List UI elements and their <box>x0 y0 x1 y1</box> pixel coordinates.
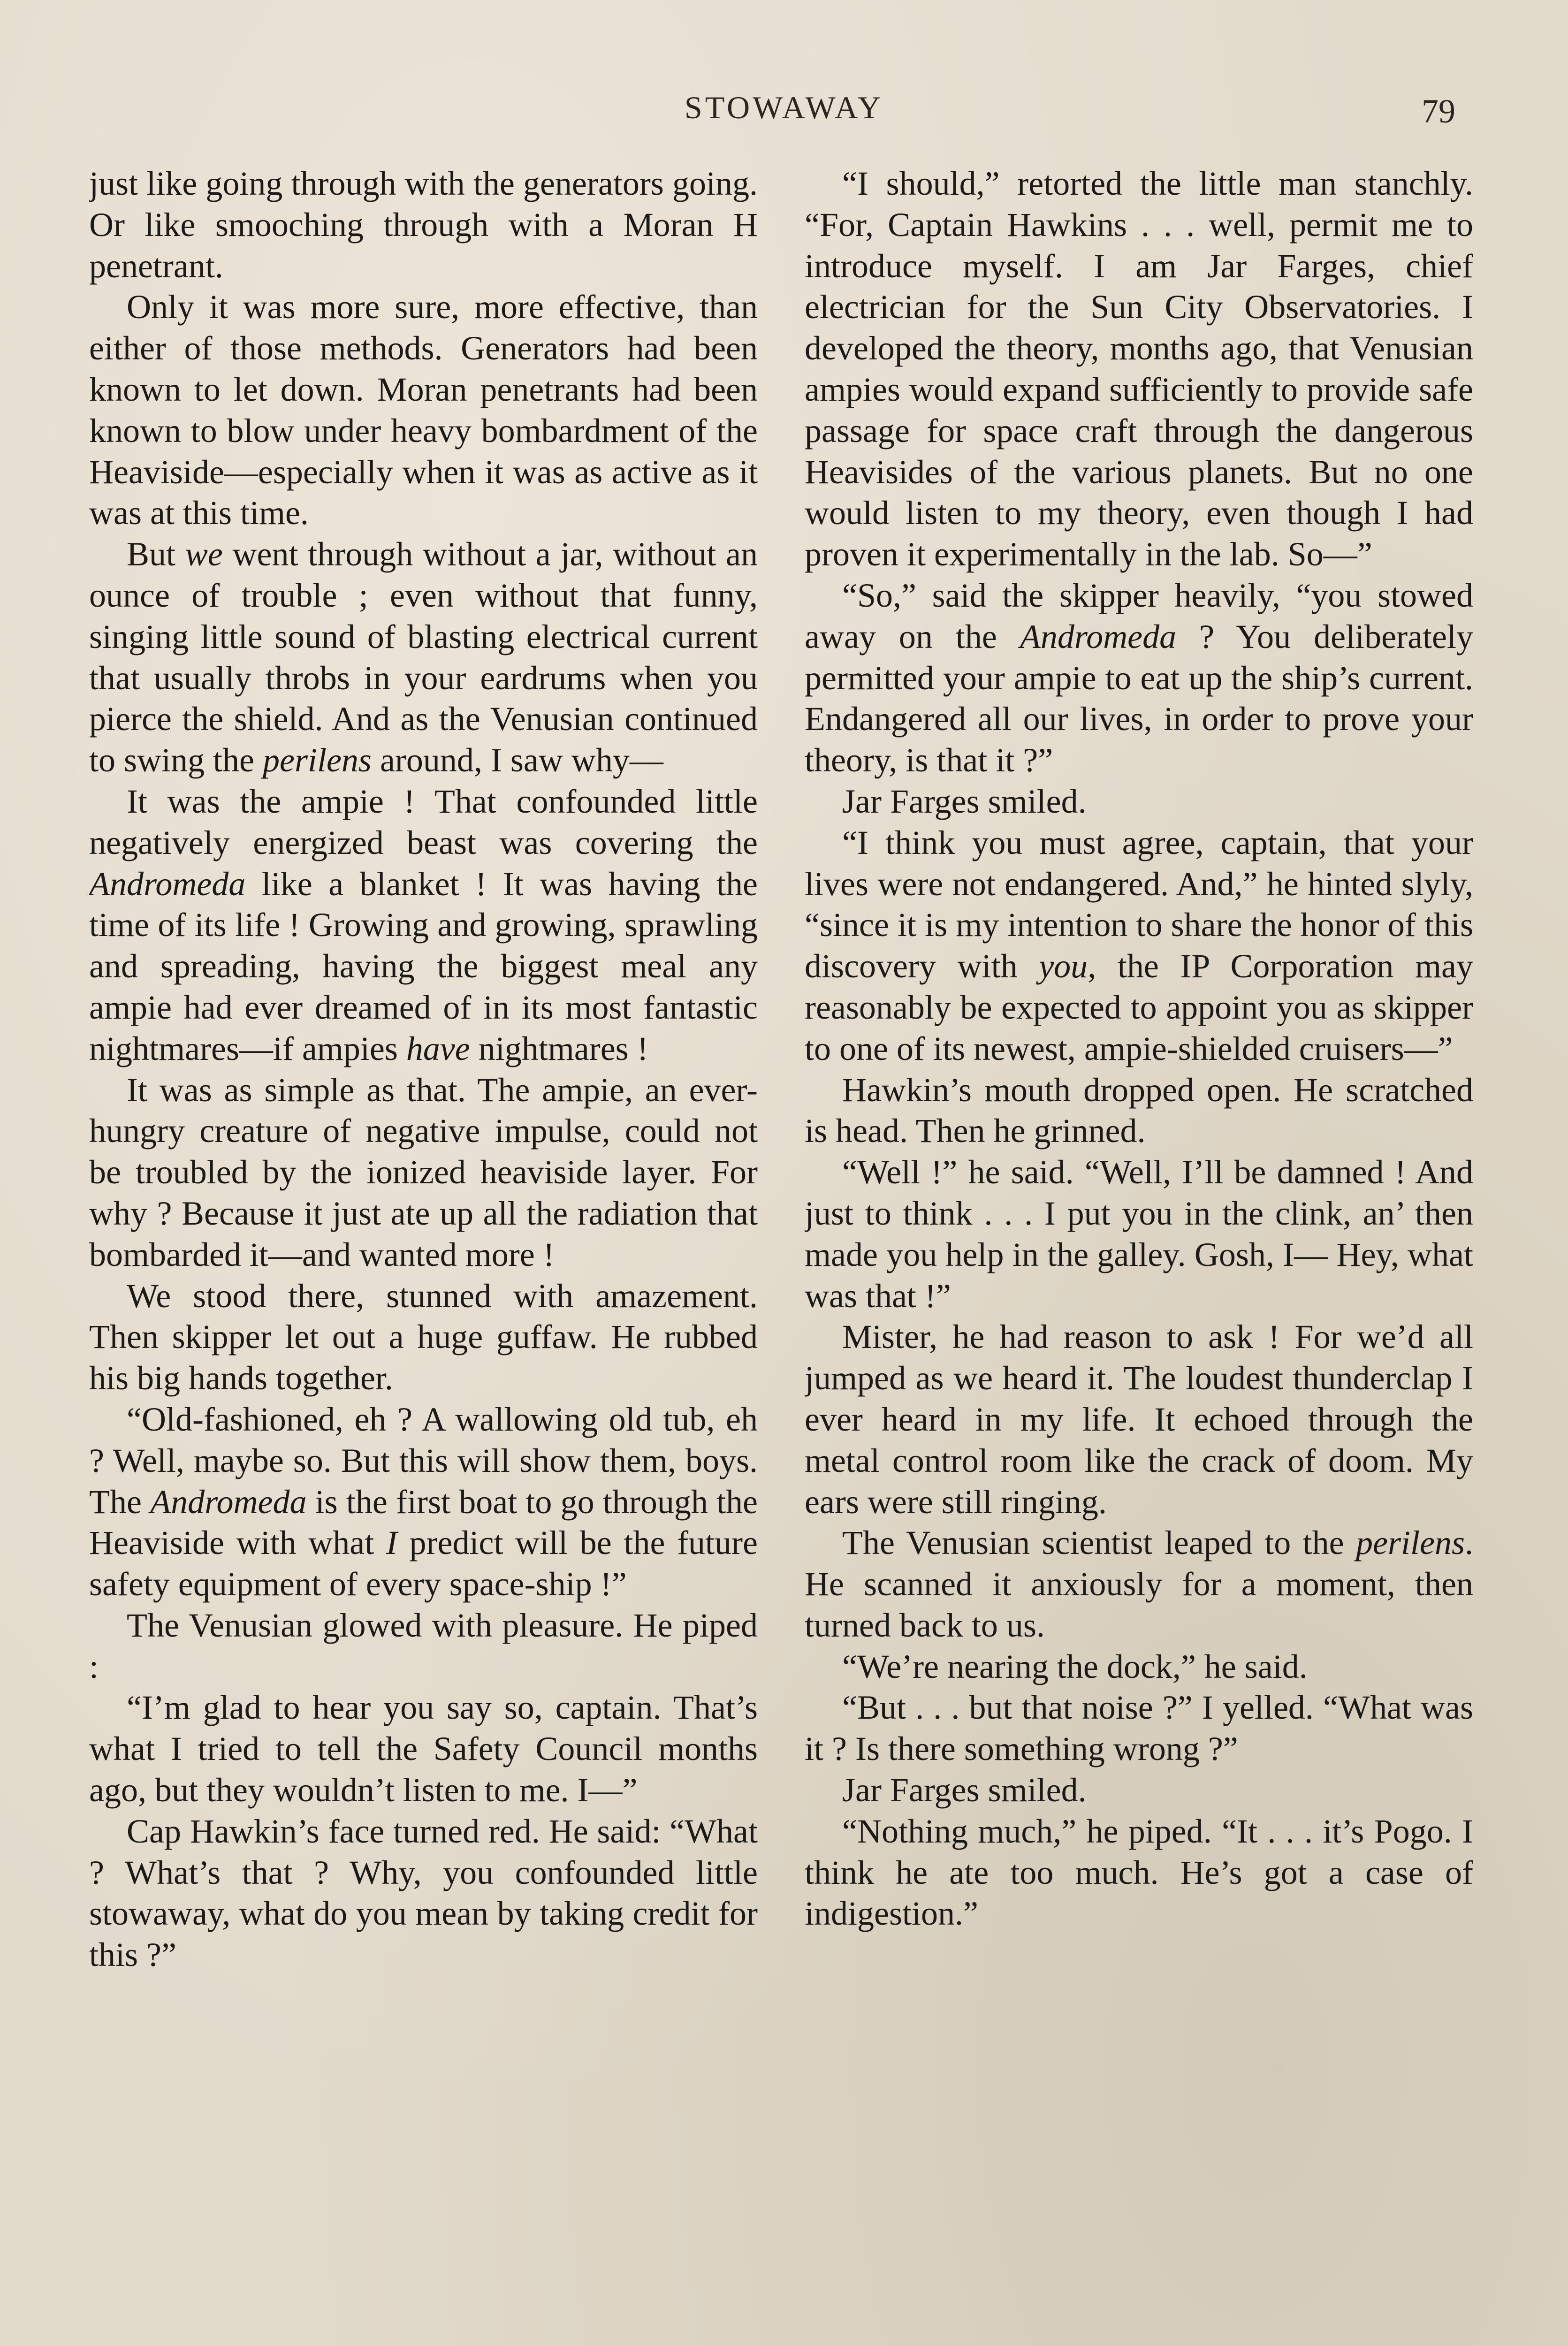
text-run: Cap Hawkin’s face turned red. He said: “What ? What’s that ? Why, you confounded little stowaway, what do you mean by taking credit for this ?” <box>89 1812 758 1974</box>
italic-text: Andromeda <box>89 865 246 903</box>
italic-text: we <box>185 535 223 573</box>
paragraph <box>89 1399 758 1605</box>
text-run: “Well !” he said. “Well, I’ll be damned ! And just to think . . . I put you in the clink, an’ then made you help in the galley. Gosh, I— Hey, what was that !” <box>805 1153 1473 1315</box>
text-run: “I think you must agree, captain, that your lives were not endangered. And,” he hinted slyly, “since it is my intention to share the honor of this discovery with <box>805 823 1473 985</box>
text-run: Only it was more sure, more effective, than either of those methods. Generators had been known to let down. Moran penetrants had been known to blow under heavy bombardment of the Heaviside—especially when it was as active as it was at this time. <box>89 288 758 532</box>
text-run: The Venusian glowed with pleasure. He piped : <box>89 1606 758 1685</box>
text-run: ? You deliberately permitted your ampie to eat up the ship’s current. Endangered all our lives, in order to prove your theory, is that it ?” <box>805 617 1473 779</box>
paragraph <box>805 1523 1473 1646</box>
paragraph <box>805 1646 1473 1688</box>
text-run: The Venusian scientist leaped to the <box>842 1524 1356 1562</box>
left-text-column <box>89 163 758 2345</box>
paragraph <box>89 1687 758 1811</box>
paragraph <box>805 1811 1473 1935</box>
paragraph <box>805 1152 1473 1317</box>
paragraph <box>805 1317 1473 1523</box>
italic-text: you <box>1039 947 1088 985</box>
right-text-column <box>805 163 1473 2345</box>
italic-text: perilens <box>1356 1524 1465 1562</box>
text-run: “We’re nearing the dock,” he said. <box>842 1647 1308 1685</box>
text-run: Mister, he had reason to ask ! For we’d all jumped as we heard it. The loudest thunderclap I ever heard in my life. It echoed through the metal control room like the crack of doom. My ears were still ringing. <box>805 1318 1473 1521</box>
text-run: nightmares ! <box>470 1029 648 1067</box>
paragraph <box>89 163 758 287</box>
text-run: “I should,” retorted the little man stanchly. “For, Captain Hawkins . . . well, permit me to introduce myself. I am Jar Farges, chief electrician for the Sun City Observatories. I developed the theory, months ago, that Venusian ampies would expand sufficiently to provide safe passage for space craft through the dangerous Heavisides of the various planets. But no one would listen to my theory, even though I had proven it experimentally in the lab. So—” <box>805 165 1473 573</box>
text-run: Jar Farges smiled. <box>842 1771 1087 1809</box>
text-run: “But . . . but that noise ?” I yelled. “What was it ? Is there something wrong ?” <box>805 1689 1473 1768</box>
text-run: just like going through with the generators going. Or like smooching through with a Moran H penetrant. <box>89 165 758 285</box>
text-run: Hawkin’s mouth dropped open. He scratched is head. Then he grinned. <box>805 1071 1473 1150</box>
text-run: . He scanned it anxiously for a moment, then turned back to us. <box>805 1524 1473 1644</box>
paragraph <box>805 1770 1473 1811</box>
running-head: STOWAWAY <box>684 90 884 125</box>
text-run: , the IP Corporation may reasonably be expected to appoint you as skipper to one of its newest, ampie-shielded cruisers—” <box>805 947 1473 1067</box>
text-run: It was the ampie ! That confounded little negatively energized beast was covering the <box>89 782 758 861</box>
text-run: is the first boat to go through the Heaviside with what <box>89 1483 758 1562</box>
paragraph <box>89 1605 758 1688</box>
text-run: “So,” said the skipper heavily, “you stowed away on the <box>805 576 1473 655</box>
text-run: Jar Farges smiled. <box>842 782 1087 820</box>
italic-text: perilens <box>262 741 372 779</box>
paragraph <box>805 823 1473 1070</box>
page-number: 79 <box>1422 92 1455 130</box>
italic-text: Andromeda <box>1020 617 1177 655</box>
italic-text: Andromeda <box>150 1483 307 1521</box>
italic-text: I <box>386 1524 397 1562</box>
text-run: like a blanket ! It was having the time of its life ! Growing and growing, sprawling and spreading, having the biggest meal any ampie had ever dreamed of in its most fantastic nightmares—if ampies <box>89 865 758 1067</box>
text-run: We stood there, stunned with amazement. Then skipper let out a huge guffaw. He rubbed his big hands together. <box>89 1277 758 1397</box>
paragraph <box>805 575 1473 781</box>
text-run: “Nothing much,” he piped. “It . . . it’s Pogo. I think he ate too much. He’s got a case of indigestion.” <box>805 1812 1473 1933</box>
paragraph <box>805 163 1473 575</box>
text-run: around, I saw why— <box>371 741 663 779</box>
paragraph <box>89 1811 758 1976</box>
text-run: It was as simple as that. The ampie, an ever-hungry creature of negative impulse, could not be troubled by the ionized heaviside layer. For why ? Because it just ate up all the radiation that bombarded it—and wanted more ! <box>89 1071 758 1273</box>
paragraph <box>89 534 758 781</box>
text-run: But <box>127 535 185 573</box>
paragraph <box>89 1276 758 1399</box>
text-run: predict will be the future safety equipment of every space-ship !” <box>89 1524 758 1603</box>
paragraph <box>805 781 1473 823</box>
paragraph <box>805 1687 1473 1770</box>
paragraph <box>89 287 758 534</box>
paragraph <box>89 1070 758 1276</box>
text-run: “I’m glad to hear you say so, captain. That’s what I tried to tell the Safety Council months ago, but they wouldn’t listen to me. I—” <box>89 1689 758 1809</box>
text-run: went through without a jar, without an ounce of trouble ; even without that funny, singing little sound of blasting electrical current that usually throbs in your eardrums when you pierce the shield. And as the Venusian continued to swing the <box>89 535 758 779</box>
text-run: “Old-fashioned, eh ? A wallowing old tub, eh ? Well, maybe so. But this will show them, boys. The <box>89 1400 758 1521</box>
italic-text: have <box>406 1029 470 1067</box>
paragraph <box>89 781 758 1070</box>
paragraph <box>805 1070 1473 1152</box>
